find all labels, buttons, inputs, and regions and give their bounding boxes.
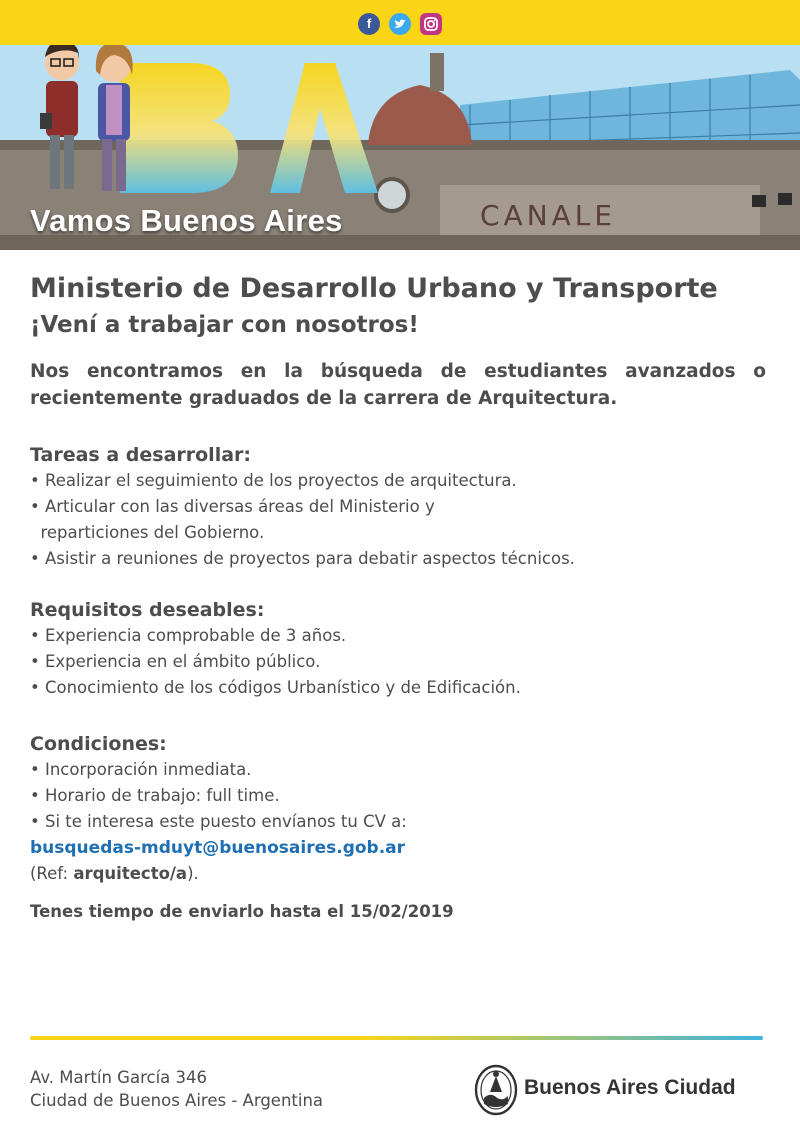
list-item: • Asistir a reuniones de proyectos para debatir aspectos técnicos. [30,549,575,568]
footer-address [30,1066,323,1112]
list-item: reparticiones del Gobierno. [30,523,265,542]
hero-banner [0,45,800,250]
reference-line [30,861,407,887]
job-header [30,270,770,412]
deadline-text: Tenes tiempo de enviarlo hasta el 15/02/2019 [30,902,454,921]
reference-prefix: (Ref: [30,864,74,883]
intro-paragraph: Nos encontramos en la búsqueda de estudiantes avanzados o recientemente graduados de la carrera de Arquitectura. [30,361,766,409]
contact-email-link[interactable]: busquedas-mduyt@buenosaires.gob.ar [30,838,406,858]
top-bar [0,0,800,45]
reference-value: arquitecto/a [73,864,188,883]
tareas-title: Tareas a desarrollar: [30,444,251,466]
list-item: • Conocimiento de los códigos Urbanístico y de Edificación. [30,678,521,697]
address-line-1: Av. Martín García 346 [30,1068,208,1087]
ministry-title: Ministerio de Desarrollo Urbano y Transporte [30,273,718,304]
facebook-icon[interactable]: f [358,13,380,35]
list-item: • Experiencia comprobable de 3 años. [30,626,347,645]
city-brand [474,1064,736,1116]
condiciones-section [30,731,407,887]
illustration-people [34,45,144,205]
list-item: • Realizar el seguimiento de los proyectos de arquitectura. [30,471,517,490]
list-item: • Si te interesa este puesto envíanos tu CV a: [30,812,407,831]
ba-logo [120,53,390,203]
reference-suffix: ). [187,864,199,883]
tareas-section [30,442,575,572]
twitter-icon[interactable] [389,13,411,35]
hero-title: Vamos Buenos Aires [30,203,343,238]
list-item: • Articular con las diversas áreas del Ministerio y [30,497,435,516]
list-item: • Incorporación inmediata. [30,760,252,779]
city-seal-icon [474,1064,518,1116]
condiciones-title: Condiciones: [30,733,167,755]
footer-divider [30,1036,763,1040]
requisitos-title: Requisitos deseables: [30,599,265,621]
list-item: • Experiencia en el ámbito público. [30,652,321,671]
call-to-action-title: ¡Vení a trabajar con nosotros! [30,312,419,338]
brand-name: Buenos Aires Ciudad [524,1076,736,1099]
list-item: • Horario de trabajo: full time. [30,786,280,805]
building-sign-text: CANALE [480,199,617,232]
requisitos-section [30,597,521,701]
instagram-icon[interactable] [420,13,442,35]
address-line-2: Ciudad de Buenos Aires - Argentina [30,1091,324,1110]
